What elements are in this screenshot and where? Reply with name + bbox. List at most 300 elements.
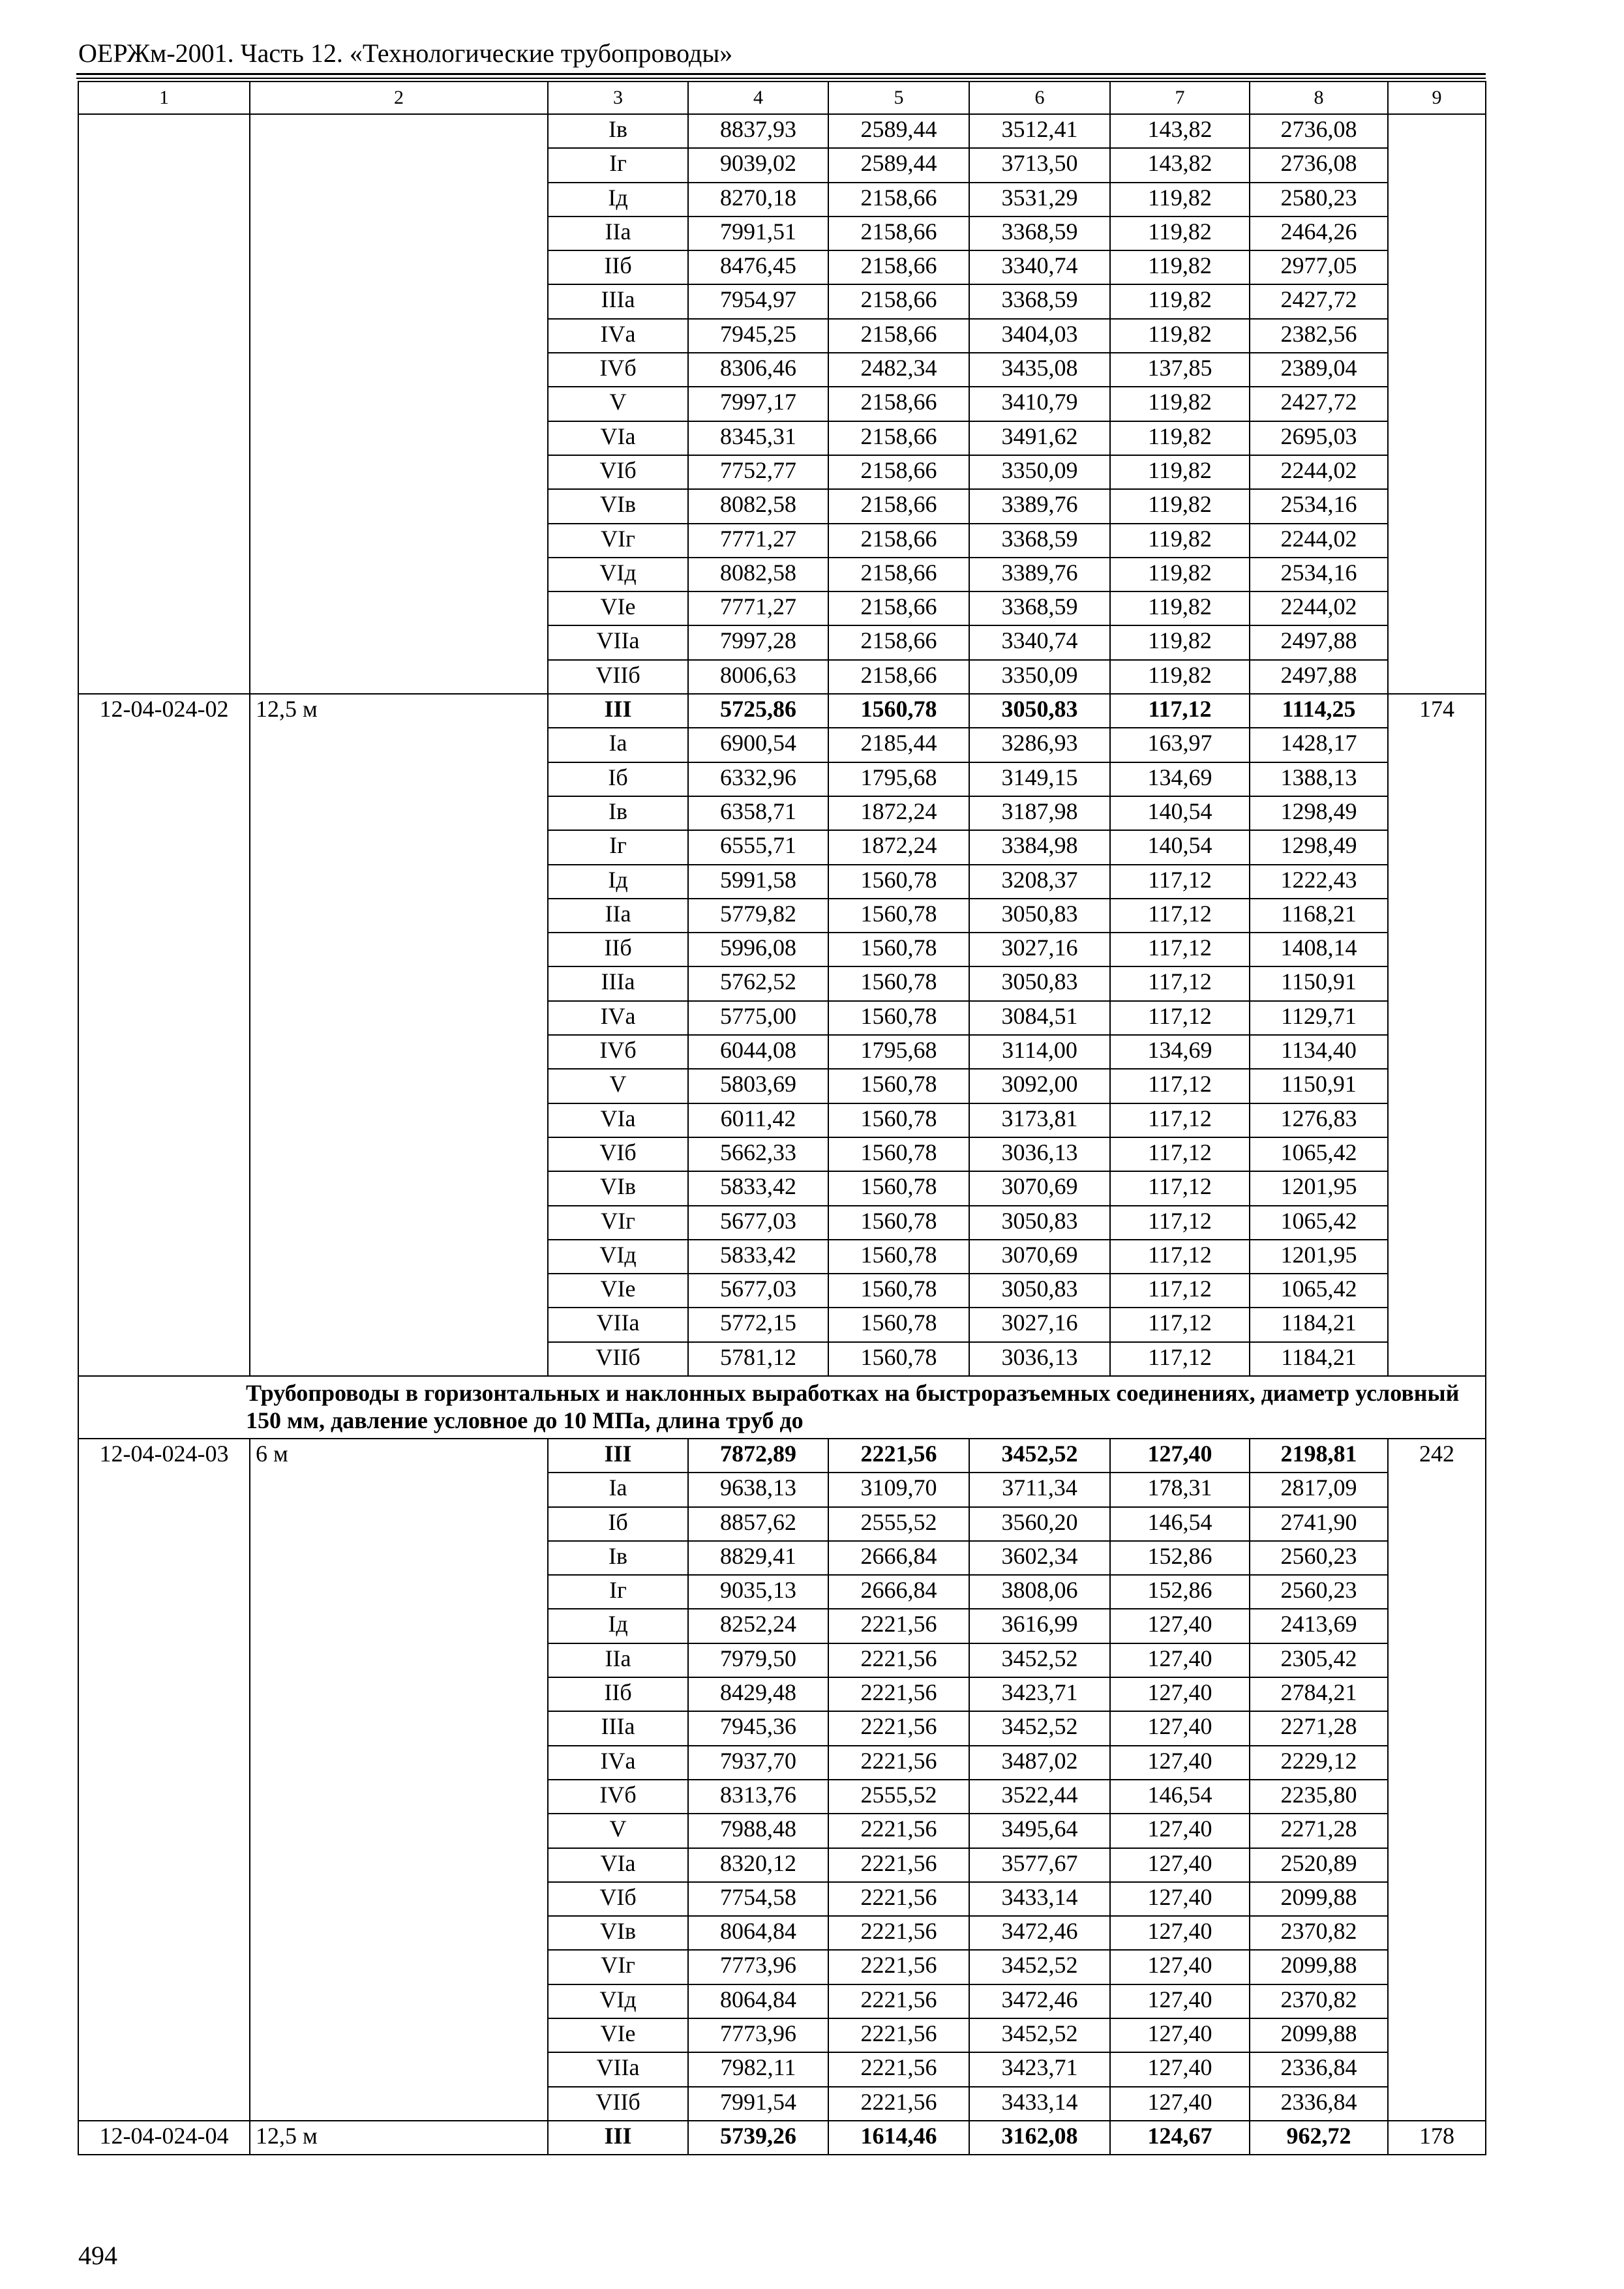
cost-value: 3368,59 [969,524,1110,558]
cost-value: 7988,48 [688,1814,828,1848]
cost-value: 1560,78 [828,1274,969,1308]
cost-value: 2666,84 [828,1541,969,1575]
cost-value: 3162,08 [969,2121,1110,2155]
cost-value: 117,12 [1110,1137,1250,1171]
cost-value: 6044,08 [688,1035,828,1069]
zone-code: IIб [548,250,688,284]
cost-value: 3404,03 [969,319,1110,353]
cost-value: 2221,56 [828,1711,969,1745]
cost-value: 2534,16 [1250,489,1388,523]
cost-value: 146,54 [1110,1780,1250,1814]
cost-value: 1114,25 [1250,694,1388,728]
rates-table-body [78,82,1486,2155]
cost-value: 3423,71 [969,2052,1110,2086]
zone-code: VIв [548,1916,688,1950]
zone-code: VIб [548,455,688,489]
cost-value: 2221,56 [828,1814,969,1848]
cost-value: 8064,84 [688,1984,828,2018]
cost-value: 9035,13 [688,1575,828,1609]
cost-value: 2158,66 [828,250,969,284]
zone-code: IVа [548,1001,688,1035]
cost-value: 3577,67 [969,1848,1110,1882]
cost-value: 3472,46 [969,1984,1110,2018]
cost-value: 124,67 [1110,2121,1250,2155]
cost-value: 3340,74 [969,625,1110,659]
cost-value: 2370,82 [1250,1984,1388,2018]
header-rule-thin [76,78,1486,79]
cost-value: 2221,56 [828,1609,969,1643]
cost-value: 2389,04 [1250,353,1388,387]
column-number: 7 [1110,82,1250,114]
cost-value: 3452,52 [969,1643,1110,1677]
cost-value: 3350,09 [969,455,1110,489]
cost-value: 3036,13 [969,1137,1110,1171]
cost-value: 2185,44 [828,728,969,762]
zone-code: VIг [548,1206,688,1240]
column-number: 6 [969,82,1110,114]
cost-value: 2560,23 [1250,1541,1388,1575]
cost-value: 9638,13 [688,1473,828,1506]
cost-value: 5662,33 [688,1137,828,1171]
cost-value: 3384,98 [969,830,1110,864]
cost-value: 1560,78 [828,1137,969,1171]
zone-code: VIIб [548,2087,688,2121]
cost-value: 143,82 [1110,148,1250,182]
cost-value: 117,12 [1110,1342,1250,1376]
cost-value: 1560,78 [828,1001,969,1035]
cost-value: 127,40 [1110,1746,1250,1780]
cost-value: 2977,05 [1250,250,1388,284]
cost-value: 7979,50 [688,1643,828,1677]
zone-code: VIIб [548,660,688,694]
cost-value: 127,40 [1110,1916,1250,1950]
cost-value: 3084,51 [969,1001,1110,1035]
column-number: 1 [78,82,250,114]
cost-value: 1872,24 [828,796,969,830]
cost-value: 117,12 [1110,1171,1250,1205]
cost-value: 2221,56 [828,1848,969,1882]
zone-code: Iа [548,1473,688,1506]
cost-value: 127,40 [1110,2018,1250,2052]
zone-code: Iг [548,1575,688,1609]
cost-value: 2099,88 [1250,1950,1388,1984]
zone-code: VIIб [548,1342,688,1376]
cost-value: 119,82 [1110,250,1250,284]
zone-code: Iг [548,148,688,182]
cost-value: 7771,27 [688,524,828,558]
col9-value: 174 [1388,694,1486,1376]
cost-value: 1129,71 [1250,1001,1388,1035]
cost-value: 3036,13 [969,1342,1110,1376]
cost-value: 3149,15 [969,762,1110,796]
rate-code: 12-04-024-04 [78,2121,250,2155]
cost-value: 3368,59 [969,217,1110,250]
table-row [78,114,1486,148]
cost-value: 3050,83 [969,966,1110,1000]
cost-value: 1560,78 [828,1069,969,1103]
cost-value: 3187,98 [969,796,1110,830]
cost-value: 2221,56 [828,1950,969,1984]
cost-value: 2221,56 [828,1916,969,1950]
cost-value: 2158,66 [828,524,969,558]
cost-value: 1408,14 [1250,933,1388,966]
zone-code: IIб [548,933,688,966]
zone-code: VIв [548,489,688,523]
column-number-row [78,82,1486,114]
cost-value: 3522,44 [969,1780,1110,1814]
cost-value: 8306,46 [688,353,828,387]
cost-value: 7773,96 [688,1950,828,1984]
cost-value: 2413,69 [1250,1609,1388,1643]
zone-code: VIд [548,558,688,591]
cost-value: 119,82 [1110,660,1250,694]
cost-value: 1560,78 [828,865,969,899]
section-title: Трубопроводы в горизонтальных и наклонных выработках на быстроразъемных соединениях, диаметр условный 150 мм, давление условное до 10 МПа, длина труб до [246,1379,1460,1433]
zone-code: VIа [548,1848,688,1882]
cost-value: 3208,37 [969,865,1110,899]
cost-value: 127,40 [1110,1984,1250,2018]
column-number: 2 [250,82,548,114]
cost-value: 5725,86 [688,694,828,728]
cost-value: 117,12 [1110,1069,1250,1103]
cost-value: 1560,78 [828,1171,969,1205]
zone-code: VIб [548,1882,688,1916]
cost-value: 2221,56 [828,2087,969,2121]
cost-value: 1560,78 [828,1240,969,1274]
cost-value: 8429,48 [688,1677,828,1711]
cost-value: 2589,44 [828,148,969,182]
zone-code: Iд [548,1609,688,1643]
zone-code: Iб [548,1507,688,1541]
zone-code: VIIа [548,625,688,659]
cost-value: 7997,17 [688,387,828,421]
cost-value: 2427,72 [1250,284,1388,318]
cost-value: 3602,34 [969,1541,1110,1575]
column-number: 8 [1250,82,1388,114]
cost-value: 1560,78 [828,1206,969,1240]
cost-value: 2497,88 [1250,660,1388,694]
cost-value: 2158,66 [828,319,969,353]
cost-value: 1560,78 [828,899,969,933]
cost-value: 2158,66 [828,455,969,489]
cost-value: 2736,08 [1250,114,1388,148]
cost-value: 3616,99 [969,1609,1110,1643]
cost-value: 3070,69 [969,1171,1110,1205]
zone-code: VIа [548,421,688,455]
zone-code: IVб [548,353,688,387]
cost-value: 119,82 [1110,489,1250,523]
cost-value: 146,54 [1110,1507,1250,1541]
cost-value: 5677,03 [688,1274,828,1308]
cost-value: 7754,58 [688,1882,828,1916]
cost-value: 119,82 [1110,455,1250,489]
cost-value: 7752,77 [688,455,828,489]
cost-value: 127,40 [1110,1711,1250,1745]
cost-value: 5775,00 [688,1001,828,1035]
zone-code: III [548,1439,688,1473]
cost-value: 1150,91 [1250,1069,1388,1103]
cost-value: 3491,62 [969,421,1110,455]
zone-code: V [548,1814,688,1848]
cost-value: 8006,63 [688,660,828,694]
cost-value: 1184,21 [1250,1342,1388,1376]
cost-value: 2099,88 [1250,2018,1388,2052]
cost-value: 127,40 [1110,2087,1250,2121]
cost-value: 2158,66 [828,183,969,217]
cost-value: 2221,56 [828,1643,969,1677]
cost-value: 2666,84 [828,1575,969,1609]
cost-value: 6358,71 [688,796,828,830]
cost-value: 178,31 [1110,1473,1250,1506]
cost-value: 1168,21 [1250,899,1388,933]
cost-value: 163,97 [1110,728,1250,762]
cost-value: 8252,24 [688,1609,828,1643]
cost-value: 119,82 [1110,558,1250,591]
zone-code: Iб [548,762,688,796]
page-number: 494 [78,2241,117,2270]
cost-value: 3435,08 [969,353,1110,387]
cost-value: 8857,62 [688,1507,828,1541]
cost-value: 3050,83 [969,1274,1110,1308]
cost-value: 1222,43 [1250,865,1388,899]
cost-value: 1795,68 [828,1035,969,1069]
cost-value: 2221,56 [828,1677,969,1711]
cost-value: 2221,56 [828,1882,969,1916]
cost-value: 3512,41 [969,114,1110,148]
cost-value: 7982,11 [688,2052,828,2086]
zone-code: Iа [548,728,688,762]
cost-value: 119,82 [1110,387,1250,421]
zone-code: IIа [548,1643,688,1677]
cost-value: 5833,42 [688,1171,828,1205]
cost-value: 3050,83 [969,899,1110,933]
col9-value: 242 [1388,1439,1486,2121]
cost-value: 6555,71 [688,830,828,864]
cost-value: 1065,42 [1250,1137,1388,1171]
cost-value: 3368,59 [969,284,1110,318]
cost-value: 7991,51 [688,217,828,250]
cost-value: 2580,23 [1250,183,1388,217]
cost-value: 3389,76 [969,558,1110,591]
cost-value: 1298,49 [1250,830,1388,864]
zone-code: IVа [548,1746,688,1780]
cost-value: 119,82 [1110,183,1250,217]
cost-value: 3027,16 [969,933,1110,966]
cost-value: 117,12 [1110,865,1250,899]
zone-code: VIг [548,1950,688,1984]
cost-value: 3472,46 [969,1916,1110,1950]
header-rule-thick [76,73,1486,75]
cost-value: 1872,24 [828,830,969,864]
cost-value: 8320,12 [688,1848,828,1882]
zone-code: IIа [548,899,688,933]
cost-value: 2221,56 [828,2018,969,2052]
zone-code: VIд [548,1240,688,1274]
zone-code: VIв [548,1171,688,1205]
cost-value: 2497,88 [1250,625,1388,659]
cost-value: 119,82 [1110,524,1250,558]
cost-value: 6900,54 [688,728,828,762]
cost-value: 2244,02 [1250,591,1388,625]
cost-value: 2427,72 [1250,387,1388,421]
cost-value: 3452,52 [969,1950,1110,1984]
cost-value: 8829,41 [688,1541,828,1575]
cost-value: 2741,90 [1250,1507,1388,1541]
cost-value: 1560,78 [828,1103,969,1137]
cost-value: 119,82 [1110,319,1250,353]
cost-value: 3410,79 [969,387,1110,421]
cost-value: 2221,56 [828,2052,969,2086]
cost-value: 117,12 [1110,694,1250,728]
cost-value: 1560,78 [828,933,969,966]
cost-value: 6011,42 [688,1103,828,1137]
cost-value: 119,82 [1110,625,1250,659]
cost-value: 7773,96 [688,2018,828,2052]
zone-code: IIIа [548,966,688,1000]
cost-value: 8064,84 [688,1916,828,1950]
cost-value: 5803,69 [688,1069,828,1103]
cost-value: 3092,00 [969,1069,1110,1103]
cost-value: 3350,09 [969,660,1110,694]
cost-value: 2305,42 [1250,1643,1388,1677]
cost-value: 2158,66 [828,421,969,455]
cost-value: 2158,66 [828,625,969,659]
cost-value: 2382,56 [1250,319,1388,353]
cost-value: 2158,66 [828,558,969,591]
cost-value: 2198,81 [1250,1439,1388,1473]
cost-value: 119,82 [1110,217,1250,250]
cost-value: 3560,20 [969,1507,1110,1541]
cost-value: 1150,91 [1250,966,1388,1000]
cost-value: 2158,66 [828,217,969,250]
table-row [78,2121,1486,2155]
zone-code: IIIа [548,284,688,318]
cost-value: 3109,70 [828,1473,969,1506]
cost-value: 9039,02 [688,148,828,182]
cost-value: 2221,56 [828,1746,969,1780]
cost-value: 2099,88 [1250,1882,1388,1916]
cost-value: 2271,28 [1250,1814,1388,1848]
cost-value: 5762,52 [688,966,828,1000]
cost-value: 2695,03 [1250,421,1388,455]
cost-value: 2336,84 [1250,2087,1388,2121]
cost-value: 1298,49 [1250,796,1388,830]
cost-value: 3050,83 [969,1206,1110,1240]
cost-value: 2244,02 [1250,524,1388,558]
cost-value: 1560,78 [828,694,969,728]
cost-value: 2158,66 [828,284,969,318]
cost-value: 140,54 [1110,796,1250,830]
cost-value: 119,82 [1110,591,1250,625]
cost-value: 3286,93 [969,728,1110,762]
cost-value: 1134,40 [1250,1035,1388,1069]
cost-value: 5833,42 [688,1240,828,1274]
cost-value: 2736,08 [1250,148,1388,182]
zone-code: VIе [548,1274,688,1308]
cost-value: 2158,66 [828,660,969,694]
cost-value: 3423,71 [969,1677,1110,1711]
cost-value: 2235,80 [1250,1780,1388,1814]
cost-value: 2158,66 [828,387,969,421]
cost-value: 134,69 [1110,1035,1250,1069]
column-number: 3 [548,82,688,114]
pipe-length: 12,5 м [250,694,548,1376]
zone-code: VIг [548,524,688,558]
cost-value: 5677,03 [688,1206,828,1240]
zone-code: Iв [548,114,688,148]
cost-value: 2817,09 [1250,1473,1388,1506]
zone-code: Iд [548,183,688,217]
cost-value: 127,40 [1110,1950,1250,1984]
cost-value: 2158,66 [828,591,969,625]
cost-value: 1614,46 [828,2121,969,2155]
cost-value: 1560,78 [828,1342,969,1376]
cost-value: 8476,45 [688,250,828,284]
cost-value: 1065,42 [1250,1206,1388,1240]
cost-value: 2784,21 [1250,1677,1388,1711]
cost-value: 3433,14 [969,2087,1110,2121]
cost-value: 117,12 [1110,1103,1250,1137]
cost-value: 5739,26 [688,2121,828,2155]
cost-value: 2520,89 [1250,1848,1388,1882]
cost-value: 3452,52 [969,1439,1110,1473]
cost-value: 2271,28 [1250,1711,1388,1745]
cost-value: 127,40 [1110,1882,1250,1916]
zone-code: Iв [548,1541,688,1575]
col9-value [1388,114,1486,694]
cost-value: 7997,28 [688,625,828,659]
cost-value: 2560,23 [1250,1575,1388,1609]
cost-value: 3495,64 [969,1814,1110,1848]
zone-code: VIд [548,1984,688,2018]
cost-value: 117,12 [1110,1206,1250,1240]
cost-value: 127,40 [1110,1814,1250,1848]
cost-value: 7945,36 [688,1711,828,1745]
cost-value: 8082,58 [688,558,828,591]
cost-value: 2221,56 [828,1439,969,1473]
col9-value: 178 [1388,2121,1486,2155]
cost-value: 127,40 [1110,2052,1250,2086]
rate-code: 12-04-024-02 [78,694,250,1376]
cost-value: 1201,95 [1250,1240,1388,1274]
cost-value: 3487,02 [969,1746,1110,1780]
cost-value: 8082,58 [688,489,828,523]
cost-value: 137,85 [1110,353,1250,387]
cost-value: 3070,69 [969,1240,1110,1274]
cost-value: 117,12 [1110,899,1250,933]
cost-value: 117,12 [1110,1308,1250,1341]
cost-value: 3050,83 [969,694,1110,728]
page-header: ОЕРЖм-2001. Часть 12. «Технологические трубопроводы» [78,38,733,68]
cost-value: 117,12 [1110,933,1250,966]
zone-code: IVа [548,319,688,353]
cost-value: 2370,82 [1250,1916,1388,1950]
zone-code: IIб [548,1677,688,1711]
cost-value: 117,12 [1110,966,1250,1000]
cost-value: 7937,70 [688,1746,828,1780]
cost-value: 2244,02 [1250,455,1388,489]
cost-value: 1560,78 [828,966,969,1000]
cost-value: 2221,56 [828,1984,969,2018]
cost-value: 1560,78 [828,1308,969,1341]
zone-code: VIе [548,591,688,625]
cost-value: 7945,25 [688,319,828,353]
cost-value: 2534,16 [1250,558,1388,591]
zone-code: VIIа [548,1308,688,1341]
cost-value: 3531,29 [969,183,1110,217]
cost-value: 3452,52 [969,1711,1110,1745]
rate-code: 12-04-024-03 [78,1439,250,2121]
